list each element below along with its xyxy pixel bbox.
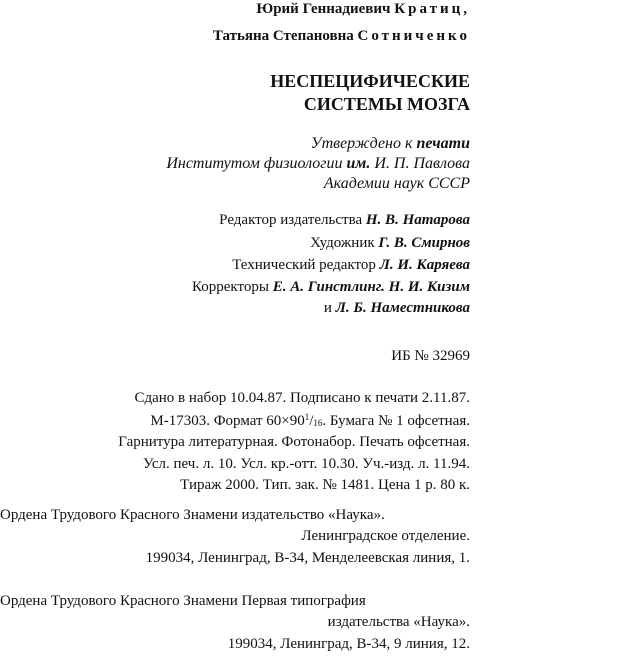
book-title-line-2: СИСТЕМЫ МОЗГА bbox=[303, 94, 470, 114]
imprint-line-1: Сдано в набор 10.04.87. Подписано к печати 2.11.87. bbox=[134, 390, 470, 406]
credit-tech-editor bbox=[232, 258, 470, 273]
credit-editor bbox=[219, 213, 470, 228]
publisher-line-3: 199034, Ленинград, В-34, Менделеевская линия, 1. bbox=[145, 550, 470, 566]
publisher-line-1: Ордена Трудового Красного Знамени издательство «Наука». bbox=[0, 507, 385, 523]
credit-tech-editor-name: Л. И. Каряева bbox=[379, 257, 470, 273]
imprint-line-2: М-17303. Формат $60\times 90^1/_{16}$. Бумага № 1 офсетная. bbox=[150, 412, 470, 429]
credit-proofreaders-2 bbox=[324, 301, 470, 316]
author-2-surname: Сотниченко bbox=[357, 28, 470, 44]
author-2-name: Татьяна Степановна bbox=[212, 28, 354, 44]
imprint-line-2-b: . Бумага № 1 офсетная. bbox=[322, 413, 470, 429]
approval-line-2-b: им. bbox=[346, 155, 371, 172]
imprint-line-3: Гарнитура литературная. Фотонабор. Печать офсетная. bbox=[118, 434, 470, 450]
printer-line-1: Ордена Трудового Красного Знамени Первая типография bbox=[0, 593, 366, 609]
author-2 bbox=[213, 29, 470, 44]
approval-line-1-b: печати bbox=[416, 135, 470, 152]
author-1 bbox=[256, 2, 470, 17]
format-denominator: 16 bbox=[313, 418, 323, 428]
approval-line-2-a: Институтом физиологии bbox=[166, 155, 347, 172]
approval-line-1 bbox=[311, 136, 470, 152]
ib-number: ИБ № 32969 bbox=[391, 348, 470, 364]
credit-proofreaders-and: и bbox=[323, 300, 336, 316]
credit-artist bbox=[310, 236, 470, 251]
imprint-line-4: Усл. печ. л. 10. Усл. кр.-отт. 10.30. Уч.-изд. л. 11.94. bbox=[143, 456, 470, 472]
credit-artist-role: Художник bbox=[310, 235, 379, 251]
credit-editor-role: Редактор издательства bbox=[219, 212, 366, 228]
author-1-name: Юрий Геннадиевич bbox=[256, 1, 391, 17]
printer-line-3: 199034, Ленинград, В-34, 9 линия, 12. bbox=[227, 636, 470, 652]
credit-proofreaders-names-2: Л. Б. Наместникова bbox=[335, 300, 470, 316]
imprint-line-2-a: М-17303. Формат 60×90 bbox=[150, 413, 305, 429]
approval-line-1-a: Утверждено к bbox=[310, 135, 417, 152]
printer-line-2: издательства «Наука». bbox=[327, 614, 470, 630]
credit-editor-name: Н. В. Натарова bbox=[365, 212, 470, 228]
credit-proofreaders-role: Корректоры bbox=[191, 279, 273, 295]
publisher-line-2: Ленинградское отделение. bbox=[301, 528, 470, 544]
credit-proofreaders bbox=[192, 280, 470, 295]
credit-artist-name: Г. В. Смирнов bbox=[378, 235, 470, 251]
approval-line-3: Академии наук СССР bbox=[323, 175, 470, 192]
book-title-line-1: НЕСПЕЦИФИЧЕСКИЕ bbox=[270, 71, 470, 91]
credit-proofreaders-names: Е. А. Гинстлинг. Н. И. Кизим bbox=[272, 279, 470, 295]
credit-tech-editor-role: Технический редактор bbox=[232, 257, 380, 273]
imprint-line-5: Тираж 2000. Тип. зак. № 1481. Цена 1 р. 80 к. bbox=[180, 477, 470, 493]
format-numerator: 1 bbox=[304, 412, 310, 422]
approval-line-2 bbox=[166, 156, 470, 172]
approval-line-2-c: И. П. Павлова bbox=[370, 155, 470, 172]
author-1-surname: Кратиц, bbox=[394, 1, 470, 17]
